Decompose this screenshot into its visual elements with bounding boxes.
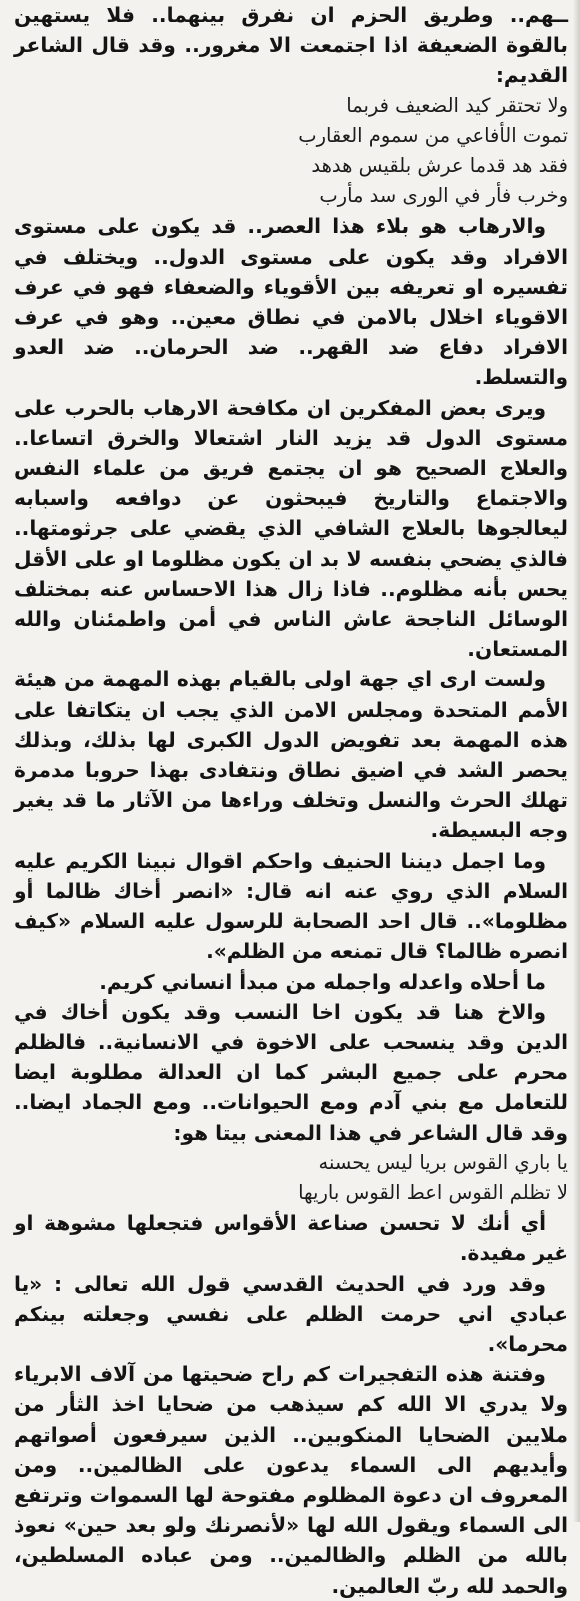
page-fold-shadow [573, 0, 580, 1522]
paragraph: أي أنك لا تحسن صناعة الأقواس فتجعلها مشوهة او غير مفيدة. [14, 1211, 568, 1266]
paragraph: ــهم.. وطريق الحزم ان نفرق بينهما.. فلا يستهين بالقوة الضعيفة اذا اجتمعت الا مغرور.. وقد قال الشاعر القديم: [14, 3, 568, 88]
verse-line: يا باري القوس بريا ليس يحسنه [318, 1150, 568, 1174]
verse-line: لا تظلم القوس اعط القوس باريها [298, 1180, 568, 1204]
paragraph: ولست ارى اي جهة اولى بالقيام بهذه المهمة من هيئة الأمم المتحدة ومجلس الامن الذي يجب ان يتكاتفا على هذه المهمة بعد تفويض الدول الكبرى لها بذلك، وبذلك يحصر الشد في اضيق نطاق ونتفادى بهذا حروبا مدمرة تهلك الحرث والنسل وتخلف وراءها من الآثار ما قد يغير وجه البسيطة. [14, 667, 568, 843]
verse-line: تموت الأفاعي من سموم العقارب [298, 123, 568, 147]
article-body [14, 0, 568, 1601]
paragraph: والاخ هنا قد يكون اخا النسب وقد يكون أخاك في الدين وقد ينسحب على الاخوة في الانسانية.. فالظلم محرم على جميع البشر كما ان العدالة مطلوبة ايضا للتعامل مع بني آدم ومع الحيوانات.. ومع الجماد ايضا.. وقد قال الشاعر في هذا المعنى بيتا هو: [14, 999, 568, 1145]
paragraph: والارهاب هو بلاء هذا العصر.. قد يكون على مستوى الافراد وقد يكون على مستوى الدول.. ويختلف في تفسيره او تعريفه بين الأقوياء والضعفاء فهو في عرف الاقوياء اخلال بالامن في نطاق معين.. وهو في عرف الافراد دفاع ضد القهر.. ضد الحرمان.. ضد العدو والتسلط. [14, 214, 568, 390]
paragraph: وما اجمل ديننا الحنيف واحكم اقوال نبينا الكريم عليه السلام الذي روي عنه انه قال: «انصر أخاك ظالما أو مظلوما».. قال احد الصحابة للرسول عليه السلام «كيف انصره ظالما؟ قال تمنعه من الظلم». [14, 848, 568, 964]
verse-line: فقد هد قدما عرش بلقيس هدهد [311, 154, 568, 178]
paragraph: وفتنة هذه التفجيرات كم راح ضحيتها من آلاف الابرياء ولا يدري الا الله كم سيذهب من ضحايا اخذ الثأر من ملايين الضحايا المنكوبين.. الذين سيرفعون أصواتهم وأيديهم الى السماء يدعون على الظالمين.. ومن المعروف ان دعوة المظلوم مفتوحة لها السموات وترتفع الى السماء ويقول الله لها «لأنصرنك ولو بعد حين» نعوذ بالله من الظلم والظالمين.. ومن عباده المسلطين، والحمد لله ربّ العالمين. [14, 1362, 568, 1598]
verse-line: ولا تحتقر كيد الضعيف فربما [346, 93, 568, 117]
paragraph: ما أحلاه واعدله واجمله من مبدأ انساني كريم. [99, 969, 546, 994]
paragraph: وقد ورد في الحديث القدسي قول الله تعالى : «يا عبادي اني حرمت الظلم على نفسي وجعلته بينكم محرما». [14, 1271, 568, 1356]
paragraph: ويرى بعض المفكرين ان مكافحة الارهاب بالحرب على مستوى الدول قد يزيد النار اشتعالا والخرق اتساعا.. والعلاج الصحيح هو ان يجتمع فريق من علماء النفس والاجتماع والتاريخ فيبحثون عن دوافعه واسبابه ليعالجوها بالعلاج الشافي الذي يقضي على جرثومتها.. فالذي يضحي بنفسه لا بد ان يكون مظلوما او على الأقل يحس بأنه مظلوم.. فاذا زال هذا الاحساس عنه بمختلف الوسائل الناجحة عاش الناس في أمن واطمئنان والله المستعان. [14, 395, 568, 662]
verse-line: وخرب فأر في الورى سد مأرب [319, 184, 568, 208]
